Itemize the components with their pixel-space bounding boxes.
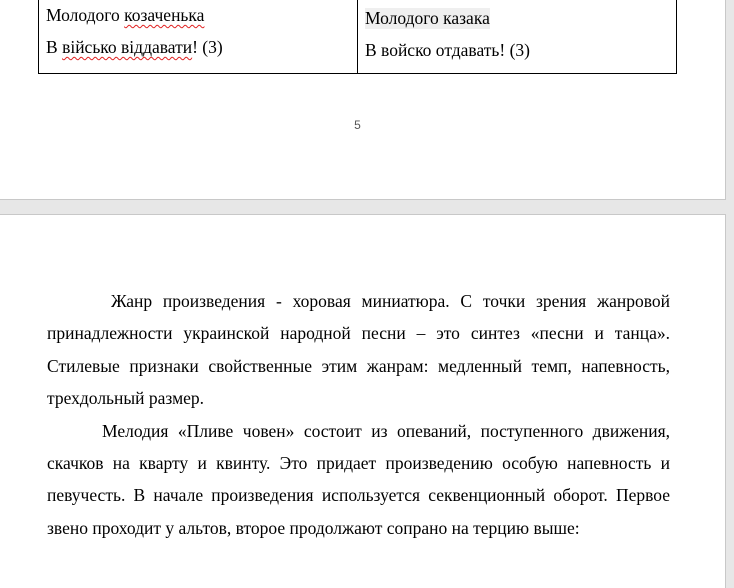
lyric-line-ukrainian-2: В військо віддавати! (3) xyxy=(46,37,223,57)
lyrics-translation-table xyxy=(38,0,677,74)
table-cell-ukrainian[interactable] xyxy=(39,0,358,74)
document-body[interactable] xyxy=(47,285,670,544)
paragraph-melody: Мелодия «Пливе човен» состоит из опеваний, поступенного движения, скачков на кварту и квинту. Это придает произведению особую напевность и певучесть. В начале произведения используется секвенционный оборот. Первое звено проходит у альтов, второе продолжают сопрано на терцию выше: xyxy=(47,420,670,538)
lyric-line-ukrainian-1: Молодого козаченька xyxy=(46,5,205,25)
table-row xyxy=(39,0,677,74)
table-cell-russian[interactable] xyxy=(358,0,677,74)
page-number: 5 xyxy=(354,118,361,132)
lyric-line-russian-1: Молодого казака xyxy=(365,8,490,28)
document-page-previous xyxy=(0,0,726,200)
paragraph-genre: Жанр произведения - хоровая миниатюра. С точки зрения жанровой принадлежности украинской народной песни – это синтез «песни и танца». Стилевые признаки свойственные этим жанрам: медленный темп, напевность, трехдольный размер. xyxy=(47,291,670,409)
spellcheck-word: військо віддавати xyxy=(62,37,193,57)
spellcheck-word: козаченька xyxy=(124,5,205,25)
lyric-line-russian-2: В войско отдавать! (3) xyxy=(365,40,531,60)
